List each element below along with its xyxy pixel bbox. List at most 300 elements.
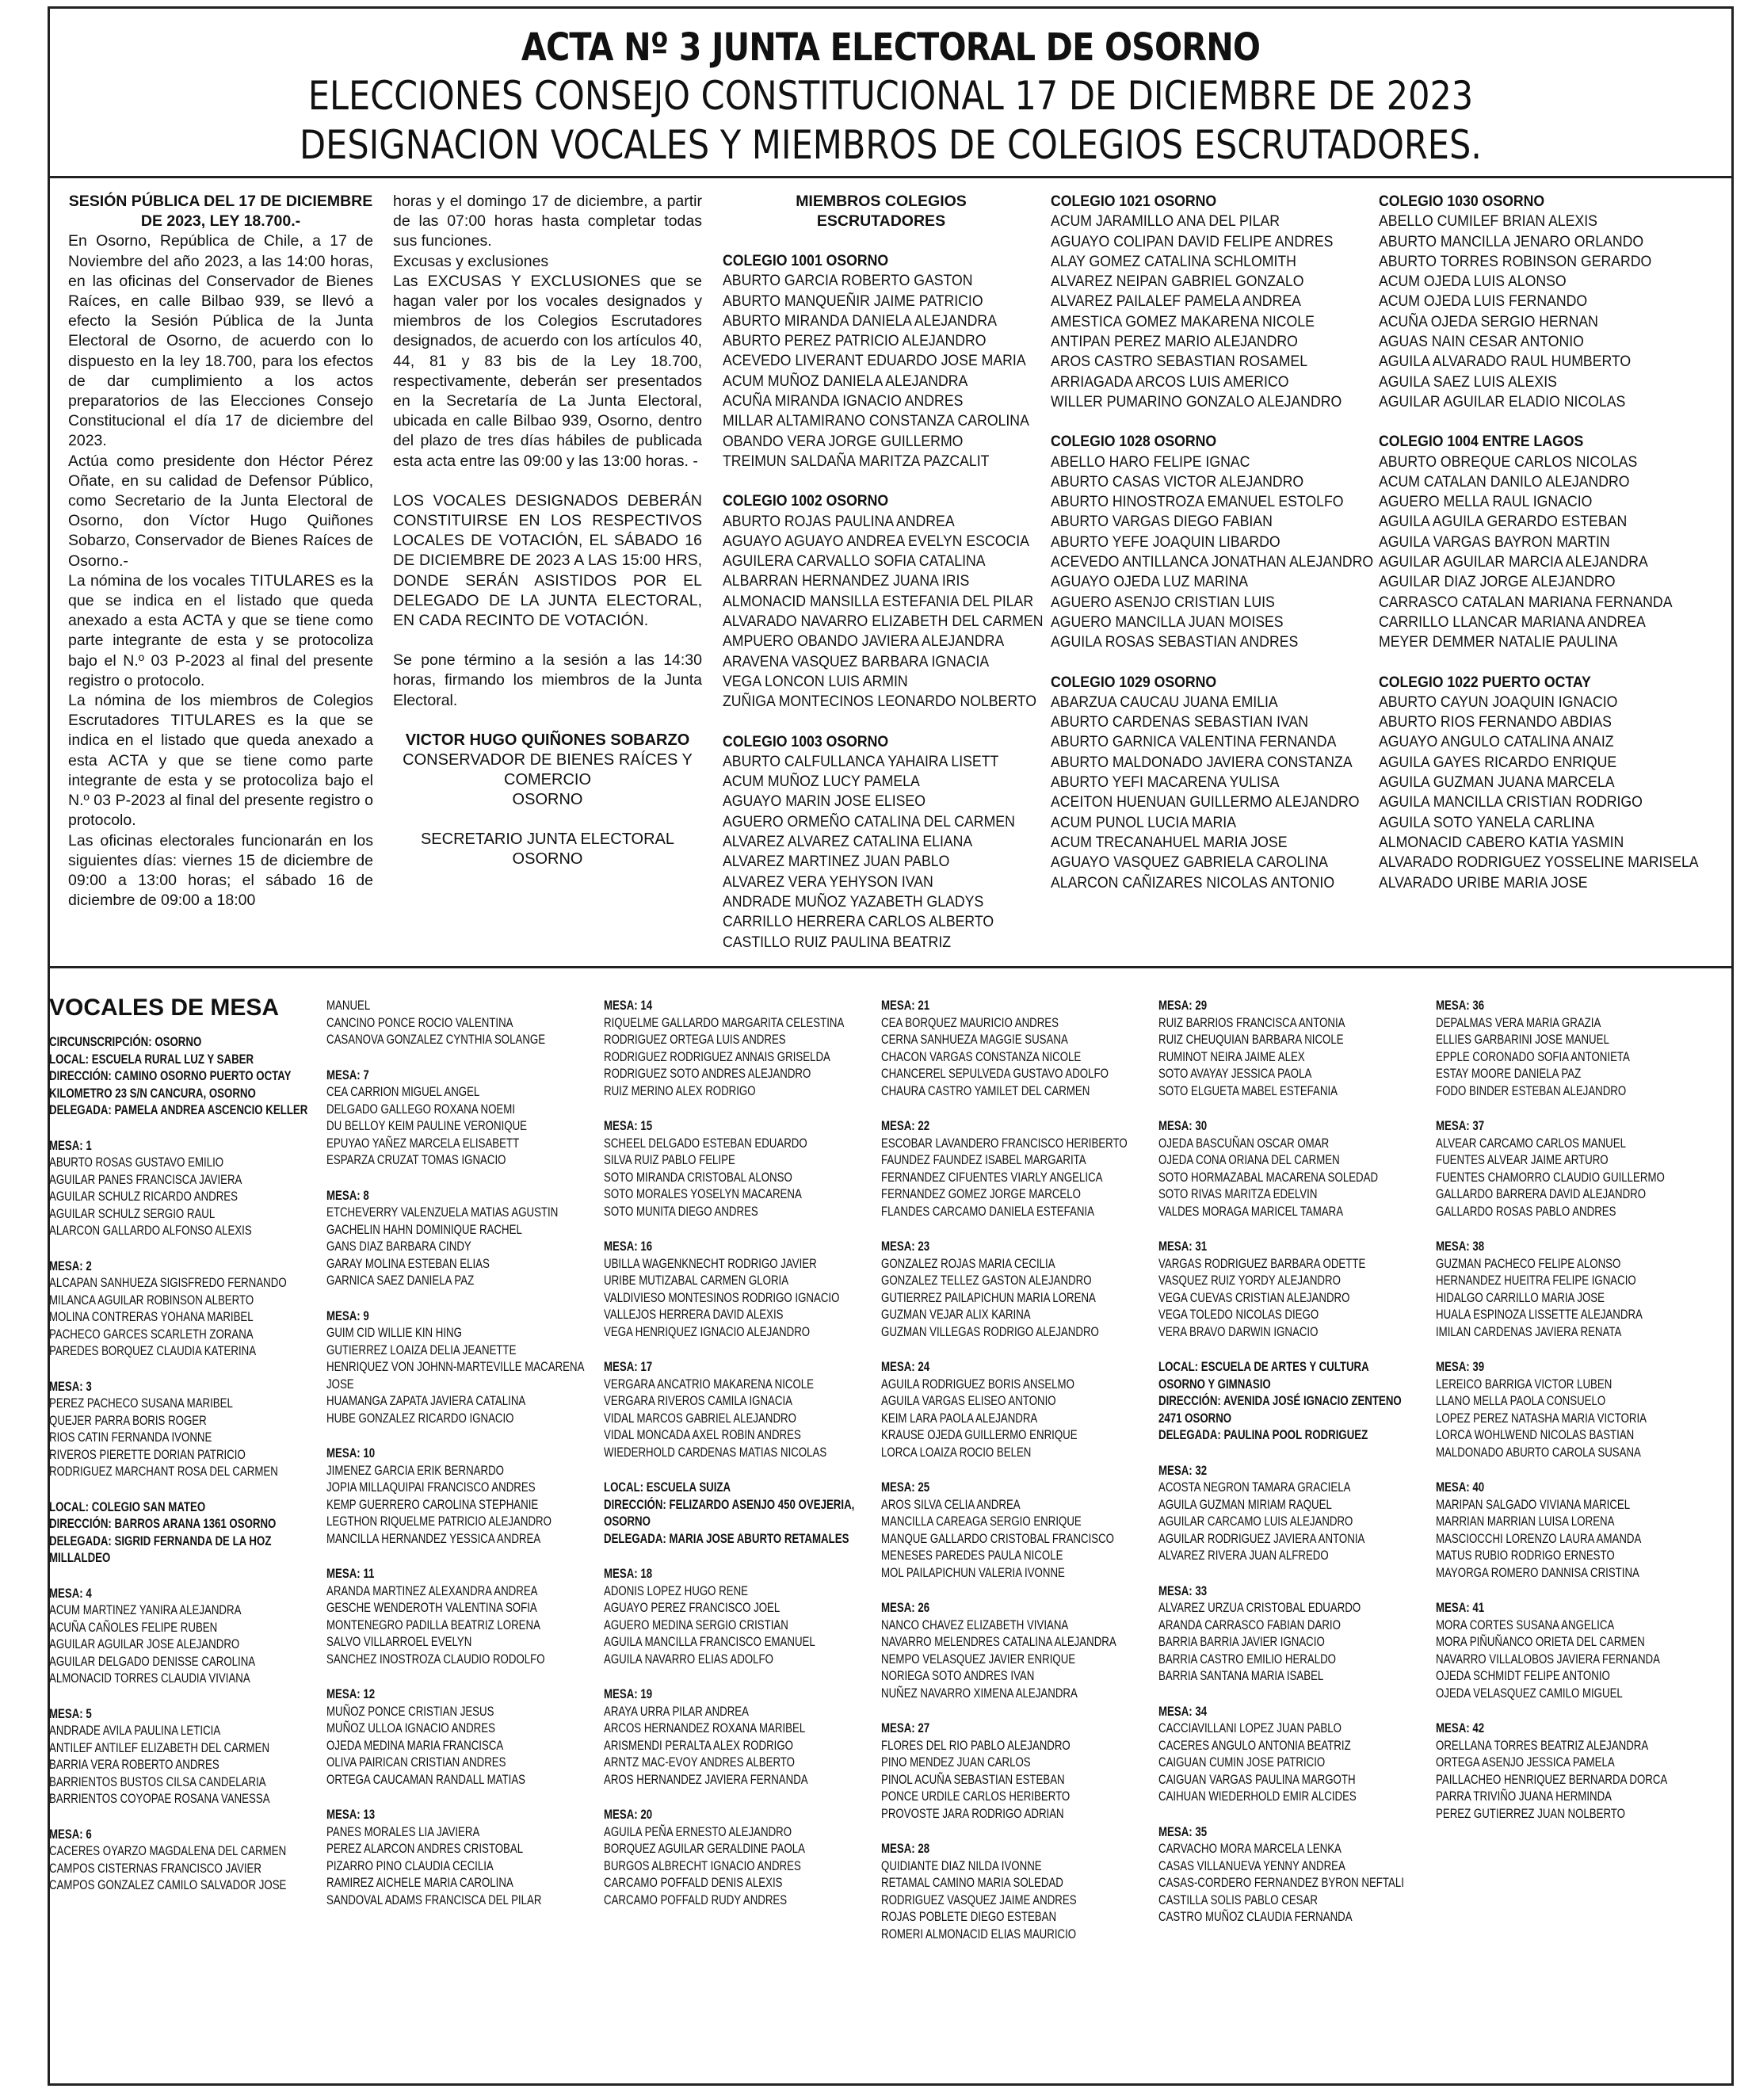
vocal-name: GONZALEZ TELLEZ GASTON ALEJANDRO	[881, 1273, 1092, 1288]
member-name: MEYER DEMMER NATALIE PAULINA	[1379, 634, 1618, 651]
vocal-name: NAVARRO VILLALOBOS JAVIERA FERNANDA	[1436, 1651, 1660, 1667]
member-name: AGUERO ORMEÑO CATALINA DEL CARMEN	[723, 813, 1015, 830]
member-name: CASTILLO RUIZ PAULINA BEATRIZ	[723, 934, 952, 951]
member-name: CARRILLO HERRERA CARLOS ALBERTO	[723, 914, 994, 931]
vocal-name: CEA BORQUEZ MAURICIO ANDRES	[881, 1014, 1059, 1030]
member-name: ABURTO GARNICA VALENTINA FERNANDA	[1051, 734, 1337, 751]
section-heading: DIRECCIÓN: FELIZARDO ASENJO 450 OVEJERIA, OSORNO	[604, 1496, 855, 1529]
vocal-name: AGUERO MEDINA SERGIO CRISTIAN	[604, 1617, 788, 1632]
section-heading: MESA: 39	[1436, 1359, 1485, 1374]
member-name: ANTIPAN PEREZ MARIO ALEJANDRO	[1051, 334, 1298, 351]
vocal-name: CERNA SANHUEZA MAGGIE SUSANA	[881, 1032, 1068, 1047]
vocal-name: GALLARDO BARRERA DAVID ALEJANDRO	[1436, 1186, 1647, 1201]
section-heading: MESA: 29	[1158, 998, 1208, 1013]
vocal-name: VIDAL MARCOS GABRIEL ALEJANDRO	[604, 1410, 796, 1426]
spacer	[49, 1480, 309, 1499]
member-name: ALVAREZ VERA YEHYSON IVAN	[723, 873, 933, 891]
vocal-name: FLANDES CARCAMO DANIELA ESTEFANIA	[881, 1203, 1094, 1219]
vocal-name: AGUILA MANCILLA FRANCISCO EMANUEL	[604, 1634, 815, 1649]
vocal-name: FUENTES ALVEAR JAIME ARTURO	[1436, 1152, 1609, 1167]
spacer	[1051, 653, 1373, 673]
vocal-name: GACHELIN HAHN DOMINIQUE RACHEL	[326, 1221, 522, 1237]
member-name: ACUM PUNOL LUCIA MARIA	[1051, 814, 1237, 831]
member-name: CARRASCO CATALAN MARIANA FERNANDA	[1379, 594, 1673, 611]
colegio-heading: COLEGIO 1028 OSORNO	[1051, 433, 1217, 451]
member-name: AGUAYO ANGULO CATALINA ANAIZ	[1379, 734, 1614, 751]
member-name: VEGA LONCON LUIS ARMIN	[723, 673, 908, 690]
section-heading: MESA: 40	[1436, 1480, 1485, 1495]
vocal-name: CHANCEREL SEPULVEDA GUSTAVO ADOLFO	[881, 1066, 1109, 1081]
vocal-name: GANS DIAZ BARBARA CINDY	[326, 1239, 471, 1254]
vocal-name: ALVAREZ URZUA CRISTOBAL EDUARDO	[1158, 1600, 1361, 1615]
session-paragraph: En Osorno, República de Chile, a 17 de Noviembre del año 2023, a las 14:00 horas, en las oficinas del Conservador de Bienes Raíces, en calle Bilbao 939, se llevó a efecto la Sesión Pública de la Junta Electoral de Osorno, de acuerdo con lo dispuesto en la ley 18.700, para los efectos de dar cumplimiento a los actos preparatorios de las Elecciones Consejo Constitucional el día 17 de diciembre del 2023.	[68, 232, 373, 450]
vocal-name: PACHECO GARCES SCARLETH ZORANA	[49, 1326, 254, 1342]
vocal-name: ADONIS LOPEZ HUGO RENE	[604, 1583, 748, 1598]
section-heading: MESA: 13	[326, 1807, 376, 1822]
vocal-name: RUIZ MERINO ALEX RODRIGO	[604, 1082, 756, 1098]
vocal-name: ARNTZ MAC-EVOY ANDRES ALBERTO	[604, 1754, 795, 1770]
vocal-name: HUBE GONZALEZ RICARDO IGNACIO	[326, 1410, 514, 1426]
section-heading: LOCAL: ESCUELA RURAL LUZ Y SABER	[49, 1051, 254, 1067]
vocales-column-5	[1158, 997, 1418, 1926]
vocal-name: PANES MORALES LIA JAVIERA	[326, 1823, 480, 1839]
vocal-name: ANDRADE AVILA PAULINA LETICIA	[49, 1723, 221, 1738]
vocal-name: QUEJER PARRA BORIS ROGER	[49, 1412, 207, 1428]
member-name: ABURTO ROJAS PAULINA ANDREA	[723, 513, 955, 530]
member-name: ABURTO VARGAS DIEGO FABIAN	[1051, 514, 1273, 531]
signature-block	[393, 731, 702, 869]
vocal-name: LEGTHON RIQUELME PATRICIO ALEJANDRO	[326, 1514, 551, 1529]
vocal-name: RODRIGUEZ SOTO ANDRES ALEJANDRO	[604, 1066, 811, 1081]
vocal-name: AGUILAR DELGADO DENISSE CAROLINA	[49, 1653, 256, 1669]
vocal-name: MANQUE GALLARDO CRISTOBAL FRANCISCO	[881, 1530, 1114, 1546]
session-paragraph: horas y el domingo 17 de diciembre, a partir de las 07:00 horas hasta completar todas sus funciones.	[393, 193, 702, 250]
member-name: ABURTO HINOSTROZA EMANUEL ESTOLFO	[1051, 494, 1344, 511]
member-name: ACEITON HUENUAN GUILLERMO ALEJANDRO	[1051, 794, 1360, 811]
spacer	[881, 1340, 1128, 1358]
vocal-name: CAMPOS CISTERNAS FRANCISCO JAVIER	[49, 1860, 261, 1876]
spacer	[1436, 1581, 1667, 1599]
vocal-name: AGUILA NAVARRO ELIAS ADOLFO	[604, 1651, 773, 1667]
spacer	[326, 1169, 586, 1187]
vocal-name: VEGA TOLEDO NICOLAS DIEGO	[1158, 1307, 1319, 1322]
vocales-column-4	[881, 997, 1128, 1942]
section-heading: CIRCUNSCRIPCIÓN: OSORNO	[49, 1034, 202, 1049]
section-heading: LOCAL: ESCUELA DE ARTES Y CULTURA OSORNO Y GIMNASIO	[1158, 1359, 1369, 1392]
vocal-name: MANCILLA CAREAGA SERGIO ENRIQUE	[881, 1514, 1082, 1529]
vocal-name: MOL PAILAPICHUN VALERIA IVONNE	[881, 1564, 1065, 1580]
section-heading: MESA: 27	[881, 1720, 930, 1735]
session-heading: SESIÓN PÚBLICA DEL 17 DE DICIEMBRE DE 2023, LEY 18.700.-	[68, 193, 373, 231]
section-heading: MESA: 32	[1158, 1462, 1208, 1478]
member-name: ALMONACID MANSILLA ESTEFANIA DEL PILAR	[723, 593, 1034, 610]
vocal-name: CAIGUAN VARGAS PAULINA MARGOTH	[1158, 1771, 1356, 1787]
vocal-name: GONZALEZ ROJAS MARIA CECILIA	[881, 1255, 1055, 1271]
vocal-name: OJEDA CONA ORIANA DEL CARMEN	[1158, 1152, 1340, 1167]
vocal-name: AGUILA PEÑA ERNESTO ALEJANDRO	[604, 1823, 792, 1839]
spacer	[604, 1667, 864, 1686]
colegios-column-1	[723, 251, 1044, 953]
vocal-name: CACCIAVILLANI LOPEZ JUAN PABLO	[1158, 1720, 1342, 1735]
spacer	[1158, 1340, 1418, 1358]
vocal-name: RUIZ BARRIOS FRANCISCA ANTONIA	[1158, 1014, 1345, 1030]
member-name: AGUILA GAYES RICARDO ENRIQUE	[1379, 754, 1617, 771]
vocal-name: CACERES OYARZO MAGDALENA DEL CARMEN	[49, 1843, 287, 1858]
vocal-name: BARRIENTOS COYOPAE ROSANA VANESSA	[49, 1791, 270, 1806]
section-heading: MESA: 12	[326, 1686, 376, 1701]
vocal-name: CEA CARRION MIGUEL ANGEL	[326, 1084, 480, 1099]
vocal-name: LORCA LOAIZA ROCIO BELEN	[881, 1444, 1032, 1460]
vocal-name: PEREZ PACHECO SUSANA MARIBEL	[49, 1396, 233, 1411]
vocal-name: PINOL ACUÑA SEBASTIAN ESTEBAN	[881, 1771, 1065, 1787]
vocal-name: AROS HERNANDEZ JAVIERA FERNANDA	[604, 1771, 808, 1787]
member-name: ACUM TRECANAHUEL MARIA JOSE	[1051, 834, 1288, 851]
spacer	[881, 1460, 1128, 1479]
spacer	[1436, 1460, 1667, 1479]
colegios-column-3	[1379, 192, 1699, 893]
vocal-name: WIEDERHOLD CARDENAS MATIAS NICOLAS	[604, 1444, 827, 1460]
spacer	[1158, 1099, 1418, 1117]
vocal-name: ARCOS HERNANDEZ ROXANA MARIBEL	[604, 1720, 806, 1735]
vocal-name: OJEDA MEDINA MARIA FRANCISCA	[326, 1737, 504, 1753]
member-name: ABURTO MIRANDA DANIELA ALEJANDRA	[723, 312, 997, 330]
member-name: AGUILAR DIAZ JORGE ALEJANDRO	[1379, 574, 1616, 591]
vocal-name: ORTEGA ASENJO JESSICA PAMELA	[1436, 1754, 1615, 1770]
colegio-heading: COLEGIO 1002 OSORNO	[723, 493, 889, 510]
member-name: ALVAREZ ALVAREZ CATALINA ELIANA	[723, 834, 973, 851]
colegio-heading: COLEGIO 1003 OSORNO	[723, 733, 889, 750]
section-heading: MESA: 21	[881, 998, 930, 1013]
member-name: ACUM OJEDA LUIS ALONSO	[1379, 273, 1567, 291]
section-heading: MESA: 5	[49, 1705, 92, 1721]
vocal-name: CACERES ANGULO ANTONIA BEATRIZ	[1158, 1737, 1351, 1753]
vocal-name: CHACON VARGAS CONSTANZA NICOLE	[881, 1048, 1082, 1064]
vocal-name: VEGA HENRIQUEZ IGNACIO ALEJANDRO	[604, 1323, 811, 1339]
vocal-name: MALDONADO ABURTO CAROLA SUSANA	[1436, 1444, 1641, 1460]
session-paragraph: Las oficinas electorales funcionarán en los siguientes días: viernes 15 de diciembre de 09:00 a 13:00 horas; el sábado 16 de diciembre de 09:00 a 18:00	[68, 831, 373, 910]
vocal-name: LORCA WOHLWEND NICOLAS BASTIAN	[1436, 1427, 1635, 1442]
spacer	[881, 1701, 1128, 1720]
spacer	[326, 1788, 586, 1806]
member-name: ZUÑIGA MONTECINOS LEONARDO NOLBERTO	[723, 693, 1037, 711]
member-name: WILLER PUMARINO GONZALO ALEJANDRO	[1051, 393, 1342, 410]
spacer	[1158, 1805, 1418, 1823]
vocal-name: OJEDA SCHMIDT FELIPE ANTONIO	[1436, 1668, 1610, 1683]
vocal-name: MENESES PAREDES PAULA NICOLE	[881, 1548, 1063, 1563]
vocal-name: FLORES DEL RIO PABLO ALEJANDRO	[881, 1737, 1071, 1753]
vocal-name: HERNANDEZ HUEITRA FELIPE IGNACIO	[1436, 1273, 1636, 1288]
vocal-name: ALMONACID TORRES CLAUDIA VIVIANA	[49, 1670, 250, 1686]
vocal-name: MAYORGA ROMERO DANNISA CRISTINA	[1436, 1564, 1639, 1580]
session-column-1	[68, 192, 373, 911]
section-heading: MESA: 35	[1158, 1823, 1208, 1839]
vocal-name: MUÑOZ PONCE CRISTIAN JESUS	[326, 1703, 494, 1719]
vocal-name: SALVO VILLARROEL EVELYN	[326, 1634, 472, 1649]
member-name: AGUAS NAIN CESAR ANTONIO	[1379, 334, 1584, 351]
vocal-name: RODRIGUEZ MARCHANT ROSA DEL CARMEN	[49, 1464, 278, 1479]
member-name: ACEVEDO ANTILLANCA JONATHAN ALEJANDRO	[1051, 554, 1374, 571]
vocal-name: SOTO AVAYAY JESSICA PAOLA	[1158, 1066, 1312, 1081]
section-heading: MESA: 17	[604, 1359, 653, 1374]
vocal-name: SOTO MIRANDA CRISTOBAL ALONSO	[604, 1169, 792, 1185]
section-heading: DIRECCIÓN: CAMINO OSORNO PUERTO OCTAY KILOMETRO 23 S/N CANCURA, OSORNO	[49, 1068, 292, 1101]
spacer	[604, 1220, 864, 1238]
vocal-name: EPPLE CORONADO SOFIA ANTONIETA	[1436, 1048, 1630, 1064]
vocal-name: CAMPOS GONZALEZ CAMILO SALVADOR JOSE	[49, 1877, 287, 1892]
signer-title: COMERCIO	[504, 770, 591, 788]
colegio-heading: COLEGIO 1029 OSORNO	[1051, 674, 1217, 691]
spacer	[1436, 1340, 1667, 1358]
member-name: ABURTO MANQUEÑIR JAIME PATRICIO	[723, 292, 983, 310]
vocal-name: ARANDA MARTINEZ ALEXANDRA ANDREA	[326, 1583, 538, 1598]
section-heading: MESA: 22	[881, 1118, 930, 1133]
section-heading: DIRECCIÓN: BARROS ARANA 1361 OSORNO	[49, 1516, 277, 1531]
spacer	[604, 1788, 864, 1806]
vocal-name: AGUILAR SCHULZ RICARDO ANDRES	[49, 1189, 238, 1204]
vocal-name: ALCAPAN SANHUEZA SIGISFREDO FERNANDO	[49, 1275, 287, 1290]
member-name: ABURTO RIOS FERNANDO ABDIAS	[1379, 714, 1612, 731]
member-name: AROS CASTRO SEBASTIAN ROSAMEL	[1051, 353, 1308, 371]
vocal-name: GARAY MOLINA ESTEBAN ELIAS	[326, 1255, 490, 1271]
vocal-name: RIVEROS PIERETTE DORIAN PATRICIO	[49, 1446, 246, 1462]
miembros-heading-line1: MIEMBROS COLEGIOS	[796, 193, 967, 210]
vocal-name: CARVACHO MORA MARCELA LENKA	[1158, 1841, 1342, 1856]
section-heading: MESA: 2	[49, 1258, 92, 1273]
member-name: ALVARADO RODRIGUEZ YOSSELINE MARISELA	[1379, 854, 1699, 872]
member-name: ABURTO CALFULLANCA YAHAIRA LISETT	[723, 753, 999, 770]
colegio-heading: COLEGIO 1022 PUERTO OCTAY	[1379, 674, 1591, 691]
spacer	[1436, 1099, 1667, 1117]
vocal-name: AGUAYO PEREZ FRANCISCO JOEL	[604, 1600, 780, 1615]
member-name: ABARZUA CAUCAU JUANA EMILIA	[1051, 693, 1278, 711]
vocal-name: AROS SILVA CELIA ANDREA	[881, 1496, 1021, 1512]
member-name: ALAY GOMEZ CATALINA SCHLOMITH	[1051, 253, 1296, 270]
vocales-notice: LOS VOCALES DESIGNADOS DEBERÁN CONSTITUIRSE EN LOS RESPECTIVOS LOCALES DE VOTACIÓN, EL SÁBADO 16 DE DICIEMBRE DE 2023 A LAS 15:00 HRS, DONDE SERÁN ASISTIDOS POR EL DELEGADO DE LA JUNTA ELECTORAL, EN CADA RECINTO DE VOTACIÓN.	[393, 491, 702, 630]
vocal-name: VALDES MORAGA MARICEL TAMARA	[1158, 1203, 1344, 1219]
member-name: AGUILA SAEZ LUIS ALEXIS	[1379, 373, 1557, 391]
vocal-name: GARNICA SAEZ DANIELA PAZ	[326, 1273, 475, 1288]
vocal-name: MOLINA CONTRERAS YOHANA MARIBEL	[49, 1309, 254, 1324]
section-heading: MESA: 34	[1158, 1703, 1208, 1719]
member-name: OBANDO VERA JORGE GUILLERMO	[723, 433, 964, 450]
vocal-name: PAREDES BORQUEZ CLAUDIA KATERINA	[49, 1343, 257, 1358]
spacer	[604, 1460, 864, 1479]
member-name: ALVAREZ MARTINEZ JUAN PABLO	[723, 853, 950, 871]
section-heading: MESA: 25	[881, 1480, 930, 1495]
member-name: AGUERO MANCILLA JUAN MOISES	[1051, 613, 1284, 631]
section-heading: DELEGADA: PAULINA POOL RODRIGUEZ	[1158, 1427, 1368, 1442]
member-name: ABURTO CASAS VICTOR ALEJANDRO	[1051, 473, 1304, 491]
vocal-name: VERGARA RIVEROS CAMILA IGNACIA	[604, 1393, 793, 1408]
member-name: TREIMUN SALDAÑA MARITZA PAZCALIT	[723, 452, 990, 470]
vocal-name: GUZMAN PACHECO FELIPE ALONSO	[1436, 1255, 1621, 1271]
spacer	[723, 712, 1044, 732]
member-name: AGUAYO AGUAYO ANDREA EVELYN ESCOCIA	[723, 533, 1029, 550]
vocal-name: PONCE URDILE CARLOS HERIBERTO	[881, 1789, 1071, 1804]
spacer	[604, 1099, 864, 1117]
section-heading: DELEGADA: PAMELA ANDREA ASCENCIO KELLER	[49, 1102, 308, 1117]
member-name: MILLAR ALTAMIRANO CONSTANZA CAROLINA	[723, 413, 1029, 430]
vocal-name: VIDAL MONCADA AXEL ROBIN ANDRES	[604, 1427, 801, 1442]
vocal-name: KRAUSE OJEDA GUILLERMO ENRIQUE	[881, 1427, 1078, 1442]
vocal-name: AGUILAR PANES FRANCISCA JAVIERA	[49, 1171, 242, 1187]
section-heading: MESA: 19	[604, 1686, 653, 1701]
vocales-column-2	[326, 997, 586, 1908]
spacer	[49, 1687, 309, 1705]
member-name: ALVARADO URIBE MARIA JOSE	[1379, 874, 1588, 892]
section-heading: MESA: 30	[1158, 1118, 1208, 1133]
vocal-name: MATUS RUBIO RODRIGO ERNESTO	[1436, 1548, 1615, 1563]
vocal-name: MUÑOZ ULLOA IGNACIO ANDRES	[326, 1720, 495, 1735]
vocal-name: HIDALGO CARRILLO MARIA JOSE	[1436, 1289, 1605, 1305]
vocal-name: VARGAS RODRIGUEZ BARBARA ODETTE	[1158, 1255, 1366, 1271]
vocal-name: CARCAMO POFFALD RUDY ANDRES	[604, 1892, 788, 1907]
section-heading: MESA: 1	[49, 1137, 92, 1153]
vocal-name: AGUILAR SCHULZ SERGIO RAUL	[49, 1205, 216, 1221]
vocal-name: GESCHE WENDEROTH VALENTINA SOFIA	[326, 1600, 537, 1615]
spacer	[604, 1547, 864, 1565]
vocal-name: OJEDA VELASQUEZ CAMILO MIGUEL	[1436, 1685, 1623, 1701]
vocal-name: GUTIERREZ LOAIZA DELIA JEANETTE	[326, 1342, 517, 1357]
vocal-name: SOTO MORALES YOSELYN MACARENA	[604, 1186, 802, 1201]
spacer	[1158, 1564, 1418, 1583]
vocal-name: MORA PIÑUÑANCO ORIETA DEL CARMEN	[1436, 1634, 1645, 1649]
spacer	[49, 1808, 309, 1826]
spacer	[49, 1360, 309, 1378]
colegio-heading: COLEGIO 1030 OSORNO	[1379, 193, 1545, 210]
vocal-name: FODO BINDER ESTEBAN ALEJANDRO	[1436, 1082, 1627, 1098]
section-heading: MESA: 28	[881, 1841, 930, 1856]
vocal-name: PARRA TRIVIÑO JUANA HERMINDA	[1436, 1789, 1613, 1804]
section-heading: MESA: 36	[1436, 998, 1485, 1013]
vocal-name: CASANOVA GONZALEZ CYNTHIA SOLANGE	[326, 1032, 546, 1047]
vocal-name: SILVA RUIZ PABLO FELIPE	[604, 1152, 735, 1167]
vocal-name: AGUILA RODRIGUEZ BORIS ANSELMO	[881, 1376, 1074, 1392]
vocal-name: DELGADO GALLEGO ROXANA NOEMI	[326, 1101, 516, 1117]
vocal-name: MARIPAN SALGADO VIVIANA MARICEL	[1436, 1496, 1631, 1512]
vocal-name: SCHEEL DELGADO ESTEBAN EDUARDO	[604, 1135, 807, 1151]
member-name: AGUILA MANCILLA CRISTIAN RODRIGO	[1379, 794, 1643, 811]
vocal-name: ORELLANA TORRES BEATRIZ ALEJANDRA	[1436, 1737, 1649, 1753]
vocal-name: CASTRO MUÑOZ CLAUDIA FERNANDA	[1158, 1909, 1353, 1924]
vocal-name: RIQUELME GALLARDO MARGARITA CELESTINA	[604, 1014, 845, 1030]
title-block	[48, 24, 1734, 170]
vocal-name: HENRIQUEZ VON JOHNN-MARTEVILLE MACARENA JOSE	[326, 1359, 584, 1392]
member-name: AGUAYO VASQUEZ GABRIELA CAROLINA	[1051, 854, 1328, 872]
vocal-name: ROJAS POBLETE DIEGO ESTEBAN	[881, 1909, 1057, 1924]
vocal-name: PAILLACHEO HENRIQUEZ BERNARDA DORCA	[1436, 1771, 1668, 1787]
vocal-name: LLANO MELLA PAOLA CONSUELO	[1436, 1393, 1606, 1408]
vocal-name: CAIGUAN CUMIN JOSE PATRICIO	[1158, 1754, 1326, 1770]
member-name: ACUM OJEDA LUIS FERNANDO	[1379, 293, 1588, 311]
vocal-name: VERGARA ANCATRIO MAKARENA NICOLE	[604, 1376, 815, 1392]
vocal-name: ESCOBAR LAVANDERO FRANCISCO HERIBERTO	[881, 1135, 1128, 1151]
spacer	[326, 1289, 586, 1308]
spacer	[326, 1667, 586, 1686]
member-name: ABURTO GARCIA ROBERTO GASTON	[723, 273, 973, 290]
vocal-name: GALLARDO ROSAS PABLO ANDRES	[1436, 1203, 1616, 1219]
vocal-name: OJEDA BASCUÑAN OSCAR OMAR	[1158, 1135, 1330, 1151]
section-heading: DELEGADA: MARIA JOSE ABURTO RETAMALES	[604, 1530, 849, 1546]
member-name: AGUERO MELLA RAUL IGNACIO	[1379, 494, 1593, 511]
section-heading: MESA: 6	[49, 1826, 92, 1842]
vocal-name: DEPALMAS VERA MARIA GRAZIA	[1436, 1014, 1601, 1030]
member-name: ABELLO CUMILEF BRIAN ALEXIS	[1379, 213, 1597, 231]
vocal-name: BORQUEZ AGUILAR GERALDINE PAOLA	[604, 1841, 805, 1856]
vocal-name: HUALA ESPINOZA LISSETTE ALEJANDRA	[1436, 1307, 1643, 1322]
vocal-name: RODRIGUEZ VASQUEZ JAIME ANDRES	[881, 1892, 1077, 1907]
vocal-name: ALVAREZ RIVERA JUAN ALFREDO	[1158, 1548, 1329, 1563]
member-name: ACUM MUÑOZ LUCY PAMELA	[723, 773, 920, 791]
member-name: AGUAYO OJEDA LUZ MARINA	[1051, 574, 1249, 591]
vocal-name: FAUNDEZ FAUNDEZ ISABEL MARGARITA	[881, 1152, 1086, 1167]
vocal-name: GUZMAN VILLEGAS RODRIGO ALEJANDRO	[881, 1323, 1099, 1339]
vocal-name: BARRIA SANTANA MARIA ISABEL	[1158, 1668, 1324, 1683]
member-name: ALBARRAN HERNANDEZ JUANA IRIS	[723, 573, 970, 590]
vocal-name: VALLEJOS HERRERA DAVID ALEXIS	[604, 1307, 784, 1322]
vocal-name: MARRIAN MARRIAN LUISA LORENA	[1436, 1514, 1615, 1529]
vocal-name: PIZARRO PINO CLAUDIA CECILIA	[326, 1858, 494, 1873]
vocal-name: SOTO MUNITA DIEGO ANDRES	[604, 1203, 758, 1219]
vocal-name: BARRIA BARRIA JAVIER IGNACIO	[1158, 1634, 1325, 1649]
colegio-heading: COLEGIO 1001 OSORNO	[723, 253, 889, 269]
vocal-name: GUTIERREZ PAILAPICHUN MARIA LORENA	[881, 1289, 1096, 1305]
vocal-name: SANDOVAL ADAMS FRANCISCA DEL PILAR	[326, 1892, 542, 1907]
section-heading: MESA: 4	[49, 1585, 92, 1601]
vocal-name: ACOSTA NEGRON TAMARA GRACIELA	[1158, 1480, 1351, 1495]
vocal-name: FERNANDEZ CIFUENTES VIARLY ANGELICA	[881, 1169, 1103, 1185]
vocal-name: RODRIGUEZ RODRIGUEZ ANNAIS GRISELDA	[604, 1048, 830, 1064]
section-heading: MESA: 15	[604, 1118, 653, 1133]
section-heading: LOCAL: ESCUELA SUIZA	[604, 1480, 731, 1495]
vocal-name: ELLIES GARBARINI JOSE MANUEL	[1436, 1032, 1609, 1047]
vocal-name: HUAMANGA ZAPATA JAVIERA CATALINA	[326, 1393, 526, 1408]
section-heading: MESA: 8	[326, 1187, 369, 1203]
spacer	[881, 1220, 1128, 1238]
vocales-title: VOCALES DE MESA	[49, 995, 280, 1021]
spacer	[1051, 412, 1373, 432]
vocal-name: DU BELLOY KEIM PAULINE VERONIQUE	[326, 1118, 528, 1133]
section-heading: MESA: 10	[326, 1445, 376, 1460]
vocal-name: AGUILA VARGAS ELISEO ANTONIO	[881, 1393, 1056, 1408]
vocal-name: CAIHUAN WIEDERHOLD EMIR ALCIDES	[1158, 1789, 1357, 1804]
member-name: AGUILA VARGAS BAYRON MARTIN	[1379, 533, 1610, 551]
member-name: ALVARADO NAVARRO ELIZABETH DEL CARMEN	[723, 613, 1044, 631]
vocal-name: KEMP GUERRERO CAROLINA STEPHANIE	[326, 1496, 539, 1512]
vocal-name: RUMINOT NEIRA JAIME ALEX	[1158, 1048, 1305, 1064]
vocal-name: GUIM CID WILLIE KIN HING	[326, 1325, 462, 1340]
section-heading: MESA: 11	[326, 1566, 375, 1581]
signer-title: CONSERVADOR DE BIENES RAÍCES Y	[403, 750, 693, 769]
miembros-heading-line2: ESCRUTADORES	[816, 212, 946, 230]
section-heading: MESA: 18	[604, 1566, 653, 1581]
vocal-name: JIMENEZ GARCIA ERIK BERNARDO	[326, 1462, 504, 1478]
section-heading: MESA: 38	[1436, 1239, 1485, 1254]
vocal-name: RAMIREZ AICHELE MARIA CAROLINA	[326, 1875, 513, 1890]
vocal-name: AGUILAR RODRIGUEZ JAVIERA ANTONIA	[1158, 1530, 1365, 1546]
vocal-name: SOTO ELGUETA MABEL ESTEFANIA	[1158, 1082, 1338, 1098]
title-designacion: DESIGNACION VOCALES Y MIEMBROS DE COLEGIOS ESCRUTADORES.	[300, 122, 1482, 168]
vocal-name: NAVARRO MELENDRES CATALINA ALEJANDRA	[881, 1634, 1116, 1649]
member-name: ACUÑA MIRANDA IGNACIO ANDRES	[723, 393, 964, 410]
member-name: AGUILA ALVARADO RAUL HUMBERTO	[1379, 353, 1632, 371]
secretary-place: OSORNO	[512, 850, 583, 868]
vocal-name: BARRIA VERA ROBERTO ANDRES	[49, 1757, 219, 1772]
member-name: ALVAREZ NEIPAN GABRIEL GONZALO	[1051, 273, 1304, 291]
vocal-name: ACUM MARTINEZ YANIRA ALEJANDRA	[49, 1602, 242, 1617]
member-name: ANDRADE MUÑOZ YAZABETH GLADYS	[723, 893, 984, 911]
section-heading: LOCAL: COLEGIO SAN MATEO	[49, 1499, 206, 1514]
